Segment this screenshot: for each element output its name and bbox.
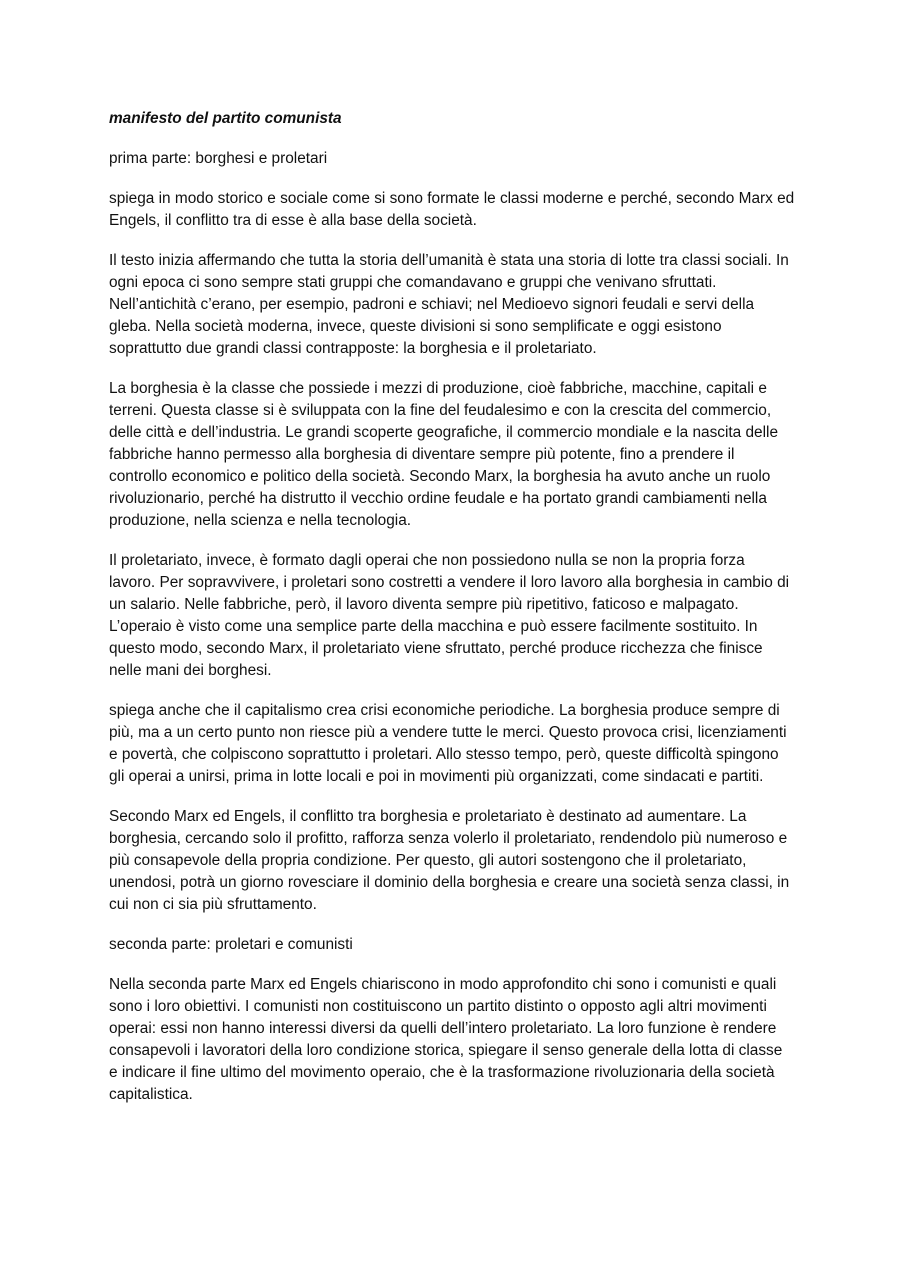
paragraph: Il testo inizia affermando che tutta la storia dell’umanità è stata una storia di lotte tra classi sociali. In ogni epoca ci sono sempre stati gruppi che comandavano e gruppi che venivano sfruttati. Nell’antichità c’erano, per esempio, padroni e schiavi; nel Medioevo signori feudali e servi della gleba. Nella società moderna, invece, queste divisioni si sono semplificate e oggi esistono soprattutto due grandi classi contrapposte: la borghesia e il proletariato. xyxy=(109,252,789,357)
document-page xyxy=(109,108,795,1124)
paragraph: Nella seconda parte Marx ed Engels chiariscono in modo approfondito chi sono i comunisti e quali sono i loro obiettivi. I comunisti non costituiscono un partito distinto o opposto agli altri movimenti operai: essi non hanno interessi diversi da quelli dell’intero proletariato. La loro funzione è rendere consapevoli i lavoratori della loro condizione storica, spiegare il senso generale della lotta di classe e indicare il fine ultimo del movimento operaio, che è la trasformazione rivoluzionaria della società capitalistica. xyxy=(109,976,783,1103)
section-heading-part1: prima parte: borghesi e proletari xyxy=(109,150,328,167)
paragraph: La borghesia è la classe che possiede i mezzi di produzione, cioè fabbriche, macchine, capitali e terreni. Questa classe si è sviluppata con la fine del feudalesimo e con la crescita del commercio, delle città e dell’industria. Le grandi scoperte geografiche, il commercio mondiale e la nascita delle fabbriche hanno permesso alla borghesia di diventare sempre più potente, fino a prendere il controllo economico e politico della società. Secondo Marx, la borghesia ha avuto anche un ruolo rivoluzionario, perché ha distrutto il vecchio ordine feudale e ha portato grandi cambiamenti nella produzione, nella scienza e nella tecnologia. xyxy=(109,380,779,529)
paragraph: spiega in modo storico e sociale come si sono formate le classi moderne e perché, secondo Marx ed Engels, il conflitto tra di esse è alla base della società. xyxy=(109,190,795,229)
section-heading-part2: seconda parte: proletari e comunisti xyxy=(109,936,353,953)
document-title: manifesto del partito comunista xyxy=(109,110,342,127)
paragraph: Secondo Marx ed Engels, il conflitto tra borghesia e proletariato è destinato ad aumentare. La borghesia, cercando solo il profitto, rafforza senza volerlo il proletariato, rendendolo più numeroso e più consapevole della propria condizione. Per questo, gli autori sostengono che il proletariato, unendosi, potrà un giorno rovesciare il dominio della borghesia e creare una società senza classi, in cui non ci sia più sfruttamento. xyxy=(109,808,790,913)
paragraph: spiega anche che il capitalismo crea crisi economiche periodiche. La borghesia produce sempre di più, ma a un certo punto non riesce più a vendere tutte le merci. Questo provoca crisi, licenziamenti e povertà, che colpiscono soprattutto i proletari. Allo stesso tempo, però, queste difficoltà spingono gli operai a unirsi, prima in lotte locali e poi in movimenti più organizzati, come sindacati e partiti. xyxy=(109,702,787,785)
paragraph: Il proletariato, invece, è formato dagli operai che non possiedono nulla se non la propria forza lavoro. Per sopravvivere, i proletari sono costretti a vendere il loro lavoro alla borghesia in cambio di un salario. Nelle fabbriche, però, il lavoro diventa sempre più ripetitivo, faticoso e malpagato. L’operaio è visto come una semplice parte della macchina e può essere facilmente sostituito. In questo modo, secondo Marx, il proletariato viene sfruttato, perché produce ricchezza che finisce nelle mani dei borghesi. xyxy=(109,552,790,679)
